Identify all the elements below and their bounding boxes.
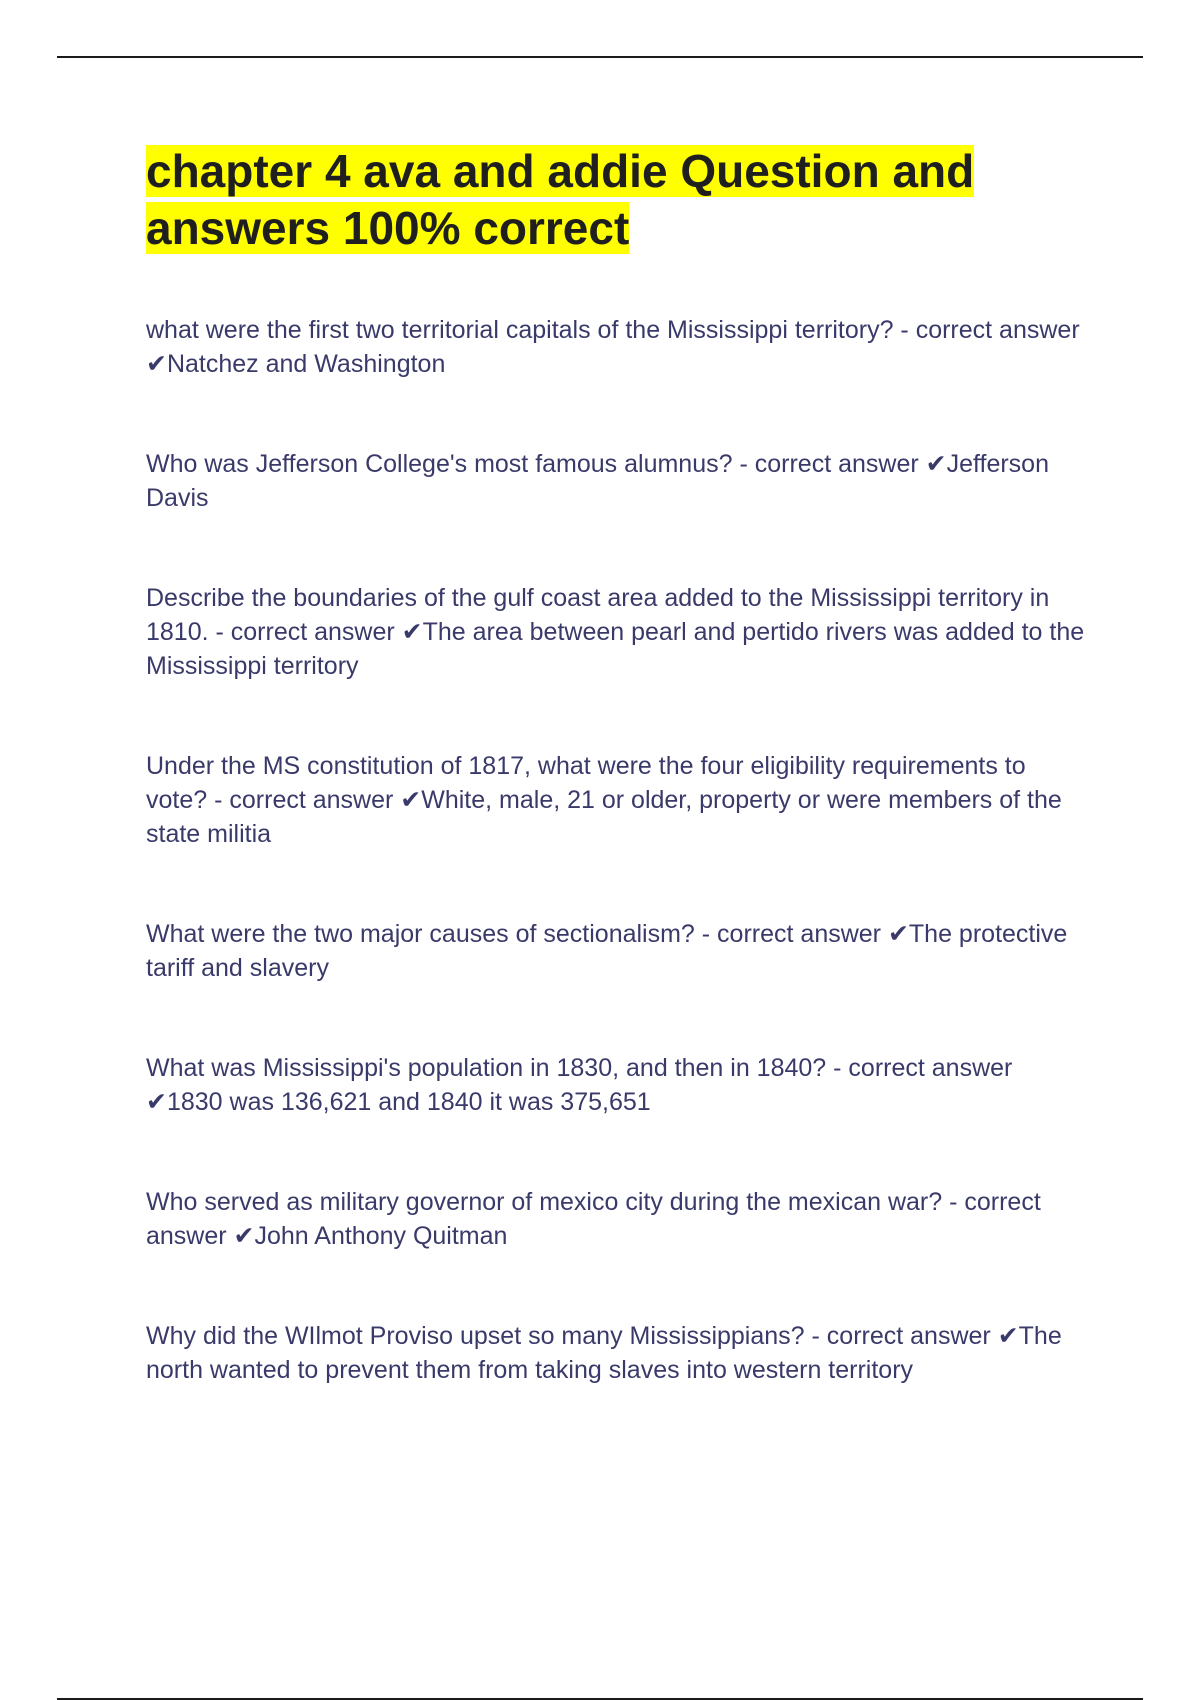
- qa-item-7: [146, 1185, 1086, 1253]
- qa-item-8: [146, 1319, 1086, 1387]
- check-icon: ✔: [925, 450, 947, 478]
- qa-item-5: [146, 917, 1086, 985]
- answer-separator: - correct answer: [804, 1322, 998, 1350]
- check-icon: ✔: [997, 1322, 1019, 1350]
- answer-separator: - correct answer: [208, 618, 402, 646]
- question-text: Who was Jefferson College's most famous alumnus?: [146, 450, 733, 478]
- question-text: What was Mississippi's population in 1830, and then in 1840?: [146, 1054, 827, 1082]
- answer-text: Jefferson Davis: [146, 450, 1049, 512]
- answer-text: The area between pearl and pertido rivers was added to the Mississippi territory: [146, 618, 1085, 680]
- check-icon: ✔: [400, 786, 422, 814]
- answer-text: John Anthony Quitman: [254, 1222, 508, 1250]
- question-text: what were the first two territorial capitals of the Mississippi territory?: [146, 316, 894, 344]
- check-icon: ✔: [233, 1222, 255, 1250]
- answer-separator: - correct answer: [732, 450, 926, 478]
- check-icon: ✔: [401, 618, 423, 646]
- qa-item-1: [146, 313, 1086, 381]
- question-text: Who served as military governor of mexico city during the mexican war?: [146, 1188, 943, 1216]
- question-text: Why did the WIlmot Proviso upset so many Mississippians?: [146, 1322, 805, 1350]
- answer-separator: - correct answer: [893, 316, 1080, 344]
- check-icon: ✔: [146, 350, 167, 378]
- answer-separator: - correct answer: [826, 1054, 1013, 1082]
- check-icon: ✔: [146, 1088, 167, 1116]
- qa-item-3: [146, 581, 1086, 683]
- qa-item-4: [146, 749, 1086, 851]
- answer-text: Natchez and Washington: [166, 350, 446, 378]
- answer-text: The protective tariff and slavery: [146, 920, 1068, 982]
- check-icon: ✔: [887, 920, 909, 948]
- question-text: Describe the boundaries of the gulf coast area added to the Mississippi territory in 1810.: [146, 584, 1050, 646]
- answer-separator: - correct answer: [146, 1188, 1041, 1250]
- qa-item-6: [146, 1051, 1086, 1119]
- qa-item-2: [146, 447, 1086, 515]
- answer-text: 1830 was 136,621 and 1840 it was 375,651: [166, 1088, 651, 1116]
- document-body: [146, 143, 1086, 1387]
- answer-text: White, male, 21 or older, property or were members of the state militia: [146, 786, 1062, 848]
- answer-separator: - correct answer: [207, 786, 401, 814]
- answer-separator: - correct answer: [694, 920, 888, 948]
- question-text: What were the two major causes of sectionalism?: [146, 920, 695, 948]
- document-title: [146, 143, 1086, 257]
- title-highlight: chapter 4 ava and addie Question and answers 100% correct: [146, 145, 975, 254]
- question-text: Under the MS constitution of 1817, what were the four eligibility requirements to vote?: [146, 752, 1026, 814]
- answer-text: The north wanted to prevent them from taking slaves into western territory: [146, 1322, 1062, 1384]
- header-rule: [57, 56, 1143, 58]
